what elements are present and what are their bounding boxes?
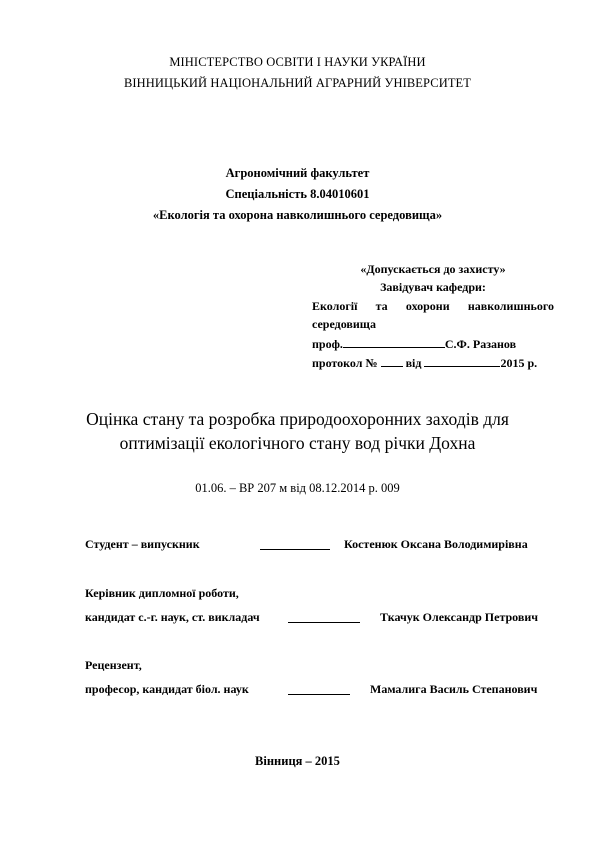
approval-block — [312, 262, 554, 372]
protocol-date-blank — [424, 355, 500, 367]
protocol-from: від — [405, 356, 422, 370]
thesis-title-line2: оптимізації екологічного стану вод річки Дохна — [119, 433, 476, 453]
reviewer-label: Рецензент, — [85, 658, 142, 672]
student-label: Студент – випускник — [85, 537, 200, 551]
professor-line — [312, 336, 516, 352]
prof-signature-blank — [343, 336, 445, 348]
university-title: ВІННИЦЬКИЙ НАЦІОНАЛЬНИЙ АГРАРНИЙ УНІВЕРСИТЕТ — [123, 76, 472, 90]
reviewer-signature-line — [288, 682, 350, 700]
protocol-line — [312, 355, 537, 371]
student-signature-line — [260, 537, 330, 555]
department-line2: середовища — [312, 317, 376, 331]
ministry-title: МІНІСТЕРСТВО ОСВІТИ І НАУКИ УКРАЇНИ — [169, 55, 426, 69]
prof-name: С.Ф. Разанов — [444, 337, 517, 351]
reviewer-name: Мамалига Василь Степанович — [370, 682, 538, 696]
specialty-name: «Екологія та охорона навколишнього середовища» — [152, 208, 443, 222]
supervisor-name: Ткачук Олександр Петрович — [380, 610, 539, 624]
head-label: Завідувач кафедри: — [380, 280, 486, 294]
faculty-name: Агрономічний факультет — [225, 166, 370, 180]
thesis-title-line1: Оцінка стану та розробка природоохоронних заходів для — [86, 409, 509, 429]
prof-prefix: проф. — [312, 337, 343, 351]
supervisor-title: кандидат с.-г. наук, ст. викладач — [85, 610, 260, 624]
admitted-label: «Допускається до захисту» — [360, 262, 506, 276]
protocol-number-blank — [381, 355, 403, 367]
student-name: Костенюк Оксана Володимирівна — [344, 537, 528, 551]
city-year: Вінниця – 2015 — [255, 754, 340, 768]
protocol-year: 2015 р. — [500, 356, 538, 370]
supervisor-label: Керівник дипломної роботи, — [85, 586, 239, 600]
reviewer-title: професор, кандидат біол. наук — [85, 682, 249, 696]
protocol-prefix: протокол № — [312, 356, 378, 370]
thesis-code: 01.06. – ВР 207 м від 08.12.2014 р. 009 — [195, 481, 400, 495]
supervisor-signature-line — [288, 610, 360, 628]
department-line1: Екології та охорони навколишнього — [312, 299, 554, 313]
specialty-code: Спеціальність 8.04010601 — [225, 187, 370, 201]
